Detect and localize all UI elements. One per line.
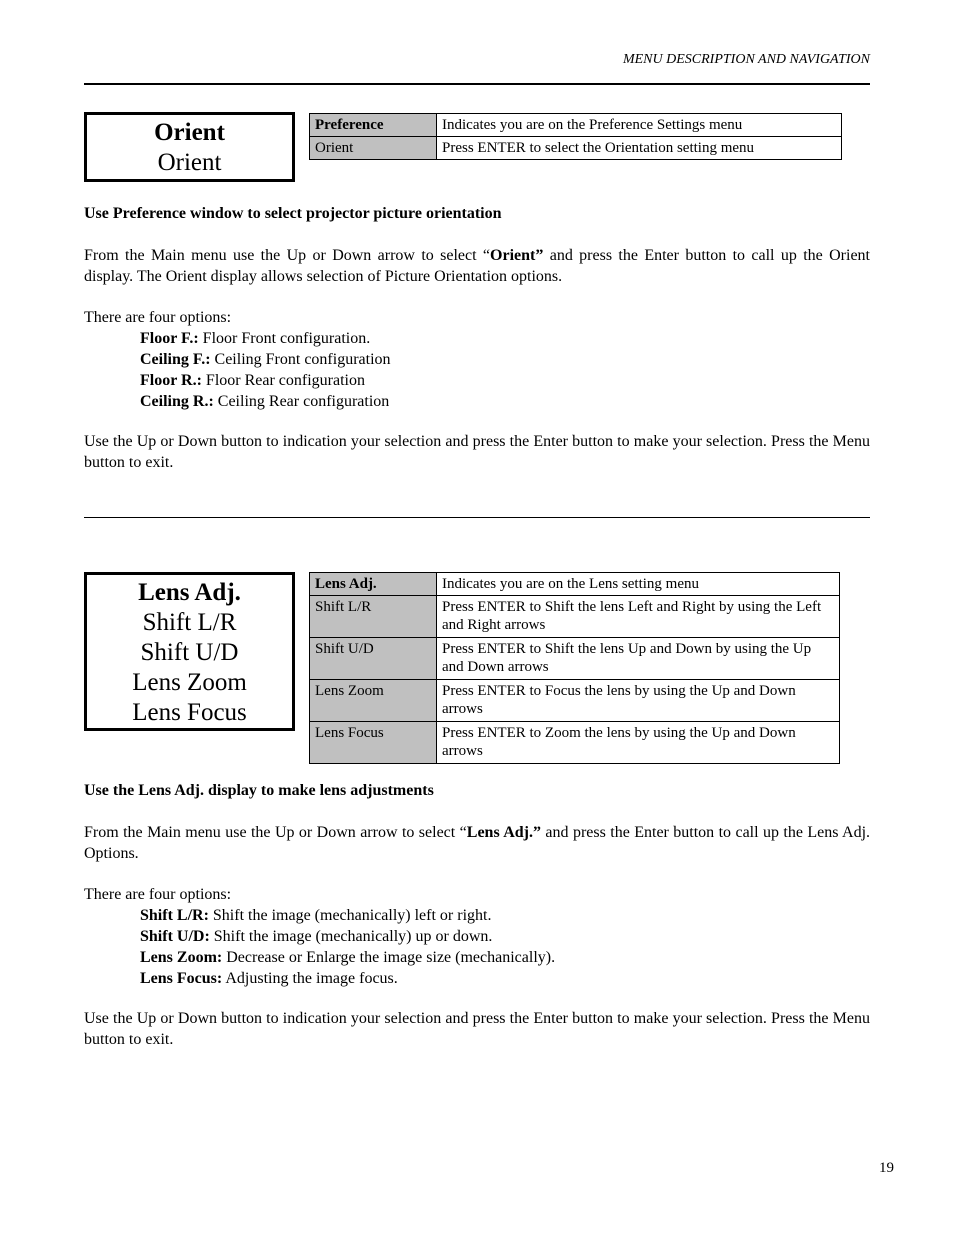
- intro-text: From the Main menu use the Up or Down arrow to select “: [84, 824, 467, 841]
- table-key-cell: Lens Zoom: [310, 680, 437, 722]
- table-key-cell: Shift U/D: [310, 638, 437, 680]
- lens-reference-table: [309, 572, 840, 764]
- intro-bold-term: Lens Adj.”: [466, 824, 541, 841]
- table-row: [310, 114, 842, 137]
- option-text: Decrease or Enlarge the image size (mechanically).: [222, 949, 556, 966]
- header-rule: [84, 83, 870, 85]
- list-item: [140, 968, 555, 989]
- orient-reference-table: [309, 113, 842, 160]
- table-key-cell: Shift L/R: [310, 596, 437, 638]
- table-desc-cell: Press ENTER to Shift the lens Left and Right by using the Left and Right arrows: [437, 596, 840, 638]
- running-header: MENU DESCRIPTION AND NAVIGATION: [622, 52, 870, 67]
- orient-section-heading: Use Preference window to select projector picture orientation: [84, 205, 502, 222]
- option-label: Ceiling F.:: [140, 351, 211, 368]
- table-row: [310, 638, 840, 680]
- lens-section-heading: Use the Lens Adj. display to make lens adjustments: [84, 782, 434, 799]
- table-row: [310, 137, 842, 160]
- list-item: [140, 370, 391, 391]
- page-number: 19: [879, 1160, 894, 1176]
- option-label: Shift L/R:: [140, 907, 209, 924]
- orient-options-list: [140, 328, 391, 412]
- table-row: [310, 573, 840, 596]
- table-key-cell: Orient: [310, 137, 437, 160]
- orient-menu-box: [84, 112, 295, 182]
- option-text: Adjusting the image focus.: [222, 970, 398, 987]
- option-text: Ceiling Front configuration: [210, 351, 391, 368]
- option-label: Shift U/D:: [140, 928, 210, 945]
- table-key-cell: Preference: [310, 114, 437, 137]
- orient-closing-paragraph: Use the Up or Down button to indication your selection and press the Enter button to make your selection. Press the Menu button to exit.: [84, 433, 870, 471]
- section-divider: [84, 517, 870, 518]
- list-item: [140, 391, 391, 412]
- list-item: [140, 349, 391, 370]
- table-desc-cell: Press ENTER to select the Orientation setting menu: [437, 137, 842, 160]
- orient-options-intro: There are four options:: [84, 309, 232, 326]
- lens-closing-paragraph: Use the Up or Down button to indication your selection and press the Enter button to make your selection. Press the Menu button to exit.: [84, 1010, 870, 1048]
- option-label: Floor F.:: [140, 330, 199, 347]
- lens-menu-title: Lens Adj.: [138, 579, 241, 606]
- table-desc-cell: Indicates you are on the Lens setting menu: [437, 573, 840, 596]
- option-text: Shift the image (mechanically) up or down.: [209, 928, 493, 945]
- list-item: [140, 905, 555, 926]
- option-text: Ceiling Rear configuration: [213, 393, 390, 410]
- intro-text: and press the Enter button to call up the Lens Adj. Options.: [84, 824, 871, 862]
- lens-menu-item: Lens Focus: [132, 699, 247, 726]
- intro-text: From the Main menu use the Up or Down arrow to select “: [84, 247, 491, 264]
- option-label: Floor R.:: [140, 372, 202, 389]
- table-desc-cell: Press ENTER to Focus the lens by using the Up and Down arrows: [437, 680, 840, 722]
- lens-menu-item: Lens Zoom: [132, 669, 247, 696]
- table-row: [310, 596, 840, 638]
- list-item: [140, 328, 391, 349]
- table-key-cell: Lens Adj.: [310, 573, 437, 596]
- table-row: [310, 722, 840, 764]
- table-row: [310, 680, 840, 722]
- list-item: [140, 947, 555, 968]
- option-text: Shift the image (mechanically) left or right.: [208, 907, 492, 924]
- orient-intro-paragraph: [84, 245, 870, 287]
- orient-menu-title: Orient: [154, 119, 225, 146]
- orient-menu-item: Orient: [157, 149, 222, 176]
- option-label: Lens Zoom:: [140, 949, 223, 966]
- option-label: Ceiling R.:: [140, 393, 214, 410]
- option-label: Lens Focus:: [140, 970, 223, 987]
- list-item: [140, 926, 555, 947]
- intro-text: and press the Enter button to call up the Orient display. The Orient display allows selection of Picture Orientation options.: [84, 247, 871, 285]
- lens-options-list: [140, 905, 555, 989]
- option-text: Floor Front configuration.: [198, 330, 371, 347]
- table-desc-cell: Press ENTER to Zoom the lens by using the Up and Down arrows: [437, 722, 840, 764]
- lens-intro-paragraph: [84, 822, 870, 864]
- lens-menu-item: Shift U/D: [140, 639, 239, 666]
- table-desc-cell: Indicates you are on the Preference Settings menu: [437, 114, 842, 137]
- lens-options-intro: There are four options:: [84, 886, 232, 903]
- lens-menu-box: [84, 572, 295, 731]
- option-text: Floor Rear configuration: [201, 372, 365, 389]
- table-desc-cell: Press ENTER to Shift the lens Up and Down by using the Up and Down arrows: [437, 638, 840, 680]
- table-key-cell: Lens Focus: [310, 722, 437, 764]
- intro-bold-term: Orient”: [490, 247, 544, 264]
- lens-menu-item: Shift L/R: [142, 609, 237, 636]
